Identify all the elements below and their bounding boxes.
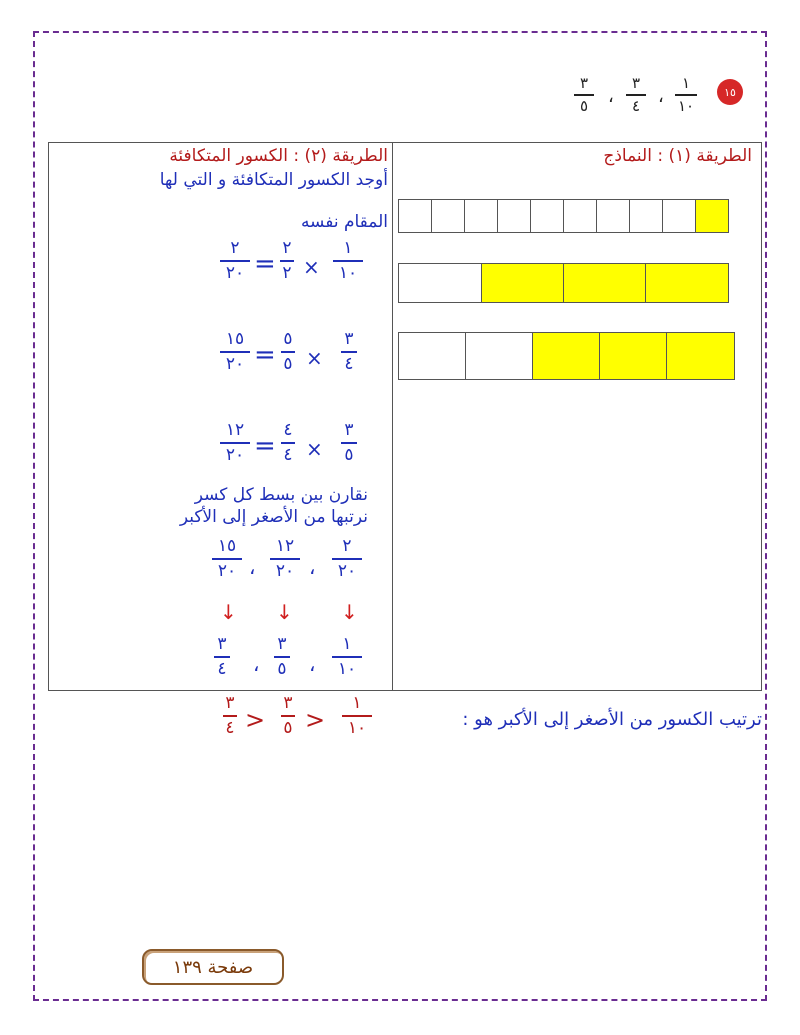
ordered-orig-1: ١ ١٠ [330,636,364,678]
eq3-multiplier: ٤ ٤ [276,422,300,464]
conclusion-text: ترتيب الكسور من الأصغر إلى الأكبر هو : [462,709,762,730]
eq2-times: × [306,346,323,370]
method2-instruction-2: المقام نفسه [300,212,388,232]
ordered-eq-1: ٢ ٢٠ [330,538,364,580]
problem-number: ١٥ [724,85,736,99]
eq3-original: ٣ ٥ [337,422,361,464]
eq1-times: × [303,255,320,279]
eq1-original: ١ ١٠ [330,240,366,282]
eq1-result: ٢ ٢٠ [218,240,252,282]
problem-fraction-1: ١ ١٠ [672,76,700,114]
problem-fraction-2: ٣ ٤ [622,76,650,114]
eq3-result: ١٢ ٢٠ [218,422,252,464]
eq1-multiplier: ٢ ٢ [275,240,299,282]
method2-title: الطريقة (٢) : الكسور المتكافئة [169,146,388,166]
conclusion-fraction-3: ٣ ٤ [218,695,242,737]
ordered-orig-2: ٣ ٥ [270,636,294,678]
separator: ، [253,652,260,676]
model-tenths [398,199,730,233]
page-number-badge [142,949,284,985]
separator: ، [309,652,316,676]
greater-than-sign: > [245,706,266,734]
eq2-result: ١٥ ٢٠ [218,331,252,373]
compare-line-2: نرتبها من الأصغر إلى الأكبر [179,507,368,527]
problem-number-badge [717,79,743,105]
ordered-orig-3: ٣ ٤ [210,636,234,678]
separator: ، [309,555,316,579]
eq2-multiplier: ٥ ٥ [276,331,300,373]
greater-than-sign: > [305,706,326,734]
down-arrow-icon: ↓ [220,600,237,624]
method1-title: الطريقة (١) : النماذج [603,146,752,166]
model-fourths [398,263,730,303]
page-number: صفحة ١٣٩ [172,956,254,978]
separator: ، [608,86,614,107]
method2-instruction-1: أوجد الكسور المتكافئة و التي لها [159,170,388,190]
problem-fraction-3: ٣ ٥ [570,76,598,114]
conclusion-fraction-2: ٣ ٥ [276,695,300,737]
model-fifths [398,332,736,380]
table-divider [392,142,393,691]
ordered-eq-3: ١٥ ٢٠ [210,538,244,580]
conclusion-fraction-1: ١ ١٠ [340,695,374,737]
eq3-times: × [306,437,323,461]
compare-line-1: نقارن بين بسط كل كسر [194,485,368,505]
down-arrow-icon: ↓ [276,600,293,624]
eq1-equals: = [254,249,276,279]
eq3-equals: = [254,431,276,461]
eq2-equals: = [254,340,276,370]
separator: ، [658,86,664,107]
down-arrow-icon: ↓ [341,600,358,624]
ordered-eq-2: ١٢ ٢٠ [268,538,302,580]
separator: ، [249,555,256,579]
eq2-original: ٣ ٤ [337,331,361,373]
